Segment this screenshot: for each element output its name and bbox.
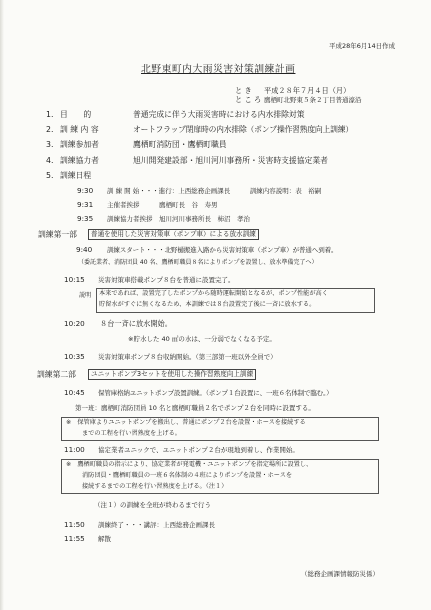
note2-line2: 消防団員・鷹栖町職員の一班６名体制の４班によりポンプを設置・ホースを [82, 472, 293, 479]
part1-time-1035: 10:35 [64, 352, 85, 361]
note1-line2: までの工程を行い習熟度を上げる。 [82, 430, 181, 437]
part2-heading: 訓練第二部 [37, 370, 76, 379]
part1-time-1020: 10:20 [64, 319, 85, 328]
when-label: と き [235, 86, 252, 95]
part1-time-940: 9:40 [76, 245, 93, 254]
scan-edge [0, 0, 4, 610]
part1-text-940: 訓練スタート・・・北野樋搬進入路から災害対策車（ポンプ車）が普通へ到着。 [107, 246, 338, 254]
explain-label: 説明 [79, 292, 92, 299]
part2-boxed-title: ユニットポンプ3セットを使用した操作習熟度向上訓練 [88, 369, 256, 380]
page-title: 北野東町内大雨災害対策訓練計画 [141, 64, 296, 75]
part1-text-1015: 災害対策車搭載ポンプ８台を普通に設置完了。 [98, 276, 235, 284]
part1-text-1020: ８台一斉に放水開始。 [100, 319, 172, 328]
where-label: と こ ろ [235, 95, 262, 104]
part2-text-1100: 協定業者ユニックで、ユニットポンプ２台が現地到着し、作業開始。 [98, 446, 299, 454]
explain-line2: 貯留水がすぐに無くなるため、本訓練では８台設置完了後に一斉に放水する。 [99, 301, 316, 308]
part1-boxed-title: 普通を使用した災害対策車（ポンプ車）による放水訓練 [88, 229, 259, 240]
part2-team-line: 第一班：鷹栖町消防団員 10 名と鷹栖町職員２名でポンプ２台を同時に設置する。 [75, 404, 315, 412]
part1-note-1020: ※貯水した 40 ㎥の水は、一分弱でなくなる予定。 [128, 335, 276, 343]
part2-time-1100: 11:00 [64, 445, 85, 454]
part2-text-1045: 保管庫格納ユニットポンプ設置訓練。（ポンプ１台設置に、一班６名体制で臨む。） [98, 389, 333, 397]
explain-line1: 本来であれば、設置完了したポンプから随時運転開始となるが、ポンプ性能が高く [99, 290, 328, 297]
footer-dept: （総務企画課情報防災係） [301, 570, 379, 578]
part1-text-1035: 災害対策車ポンプ８台収納開始。（第三部第一班以外全員で） [98, 353, 277, 361]
note1-line1: ※ 保管庫よりユニットポンプを搬出し、普通にポンプ２台を設置・ホースを接続する [66, 419, 306, 426]
part1-time-1015: 10:15 [64, 275, 85, 284]
date-created: 平成28年6月14日作成 [329, 42, 396, 50]
where-value: 鷹栖町北野東５条２丁目普通濠沿 [264, 96, 362, 104]
part2-time-1045: 10:45 [64, 388, 85, 397]
note2-line3: 接続するまでの工程を行い習熟度を上げる。（注１） [82, 483, 228, 490]
when-value: 平成２８年７月４日（月） [264, 86, 351, 95]
document-page: 平成28年6月14日作成 北野東町内大雨災害対策訓練計画 と き 平成２８年７月４日（月） と こ ろ 鷹栖町北野東５条２丁目普通濠沿 1. 目 的 普通完成に伴う大雨災害時における内水排除対策 2. 訓 練 内 容 オートフラップ閉扉時の内水排除（ポンプ操作習熟度向上訓練） 3. 訓練参加者 鷹栖町消防団・鷹栖町職員 4. 訓練協力者 旭川開発建設部・旭川河川事務所・災害時支援協定業者 5. 訓練日程 9:30 訓 練 開 始・・・進行：上西総務企画課長 訓練内容説明：表 裕嗣 9:31 主催者挨拶 鷹栖町長 谷 寿男 9:35 訓練協力者挨拶 旭川河川事務所長 柿沼 孝治 訓練第一部 普通を使用した災害対策車（ポンプ車）による放水訓練 9:40 訓練スタート・・・北野樋搬進入路から災害対策車（ポンプ車）が普通へ到着。 （委託業者、消防団員 40 名、鷹栖町職員８名によりポンプを設置し、放水準備完了へ） 10:15 災害対策車搭載ポンプ８台を普通に設置完了。 説明 本来であれば、設置完了したポンプから随時運転開始となるが、ポンプ性能が高く 貯留水がすぐに無くなるため、本訓練では８台設置完了後に一斉に放水する。 10:20 ８台一斉に放水開始。 ※貯水した 40 ㎥の水は、一分弱でなくなる予定。 10:35 災害対策車ポンプ８台収納開始。（第三部第一班以外全員で） 訓練第二部 ユニットポンプ3セットを使用した操作習熟度向上訓練 10:45 保管庫格納ユニットポンプ設置訓練。（ポンプ１台設置に、一班６名体制で臨む。） 第一班：鷹栖町消防団員 10 名と鷹栖町職員２名でポンプ２台を同時に設置する。 ※ 保管庫よりユニットポンプを搬出し、普通にポンプ２台を設置・ホースを接続する までの工程を行い習熟度を上げる。 11:00 協定業者ユニックで、ユニットポンプ２台が現地到着し、作業開始。 ※ 鷹栖町職員の指示により、協定業者が発電機・ユニットポンプを指定場所に設置し、 消防団員・鷹栖町職員の一班６名体制の４班によりポンプを設置・ホースを 接続するまでの工程を行い習熟度を上げる。（注１） （注１）の訓練を全班が終わるまで行う 11:50 訓練終了・・・講評：上西総務企画課長 11:55 解散 （総務企画課情報防災係） [0, 0, 431, 610]
note2-line1: ※ 鷹栖町職員の指示により、協定業者が発電機・ユニットポンプを指定場所に設置し、 [66, 461, 313, 468]
part1-note-940: （委託業者、消防団員 40 名、鷹栖町職員８名によりポンプを設置し、放水準備完了へ） [78, 259, 318, 266]
part2-remark: （注１）の訓練を全班が終わるまで行う [94, 501, 211, 509]
part1-heading: 訓練第一部 [38, 230, 77, 239]
